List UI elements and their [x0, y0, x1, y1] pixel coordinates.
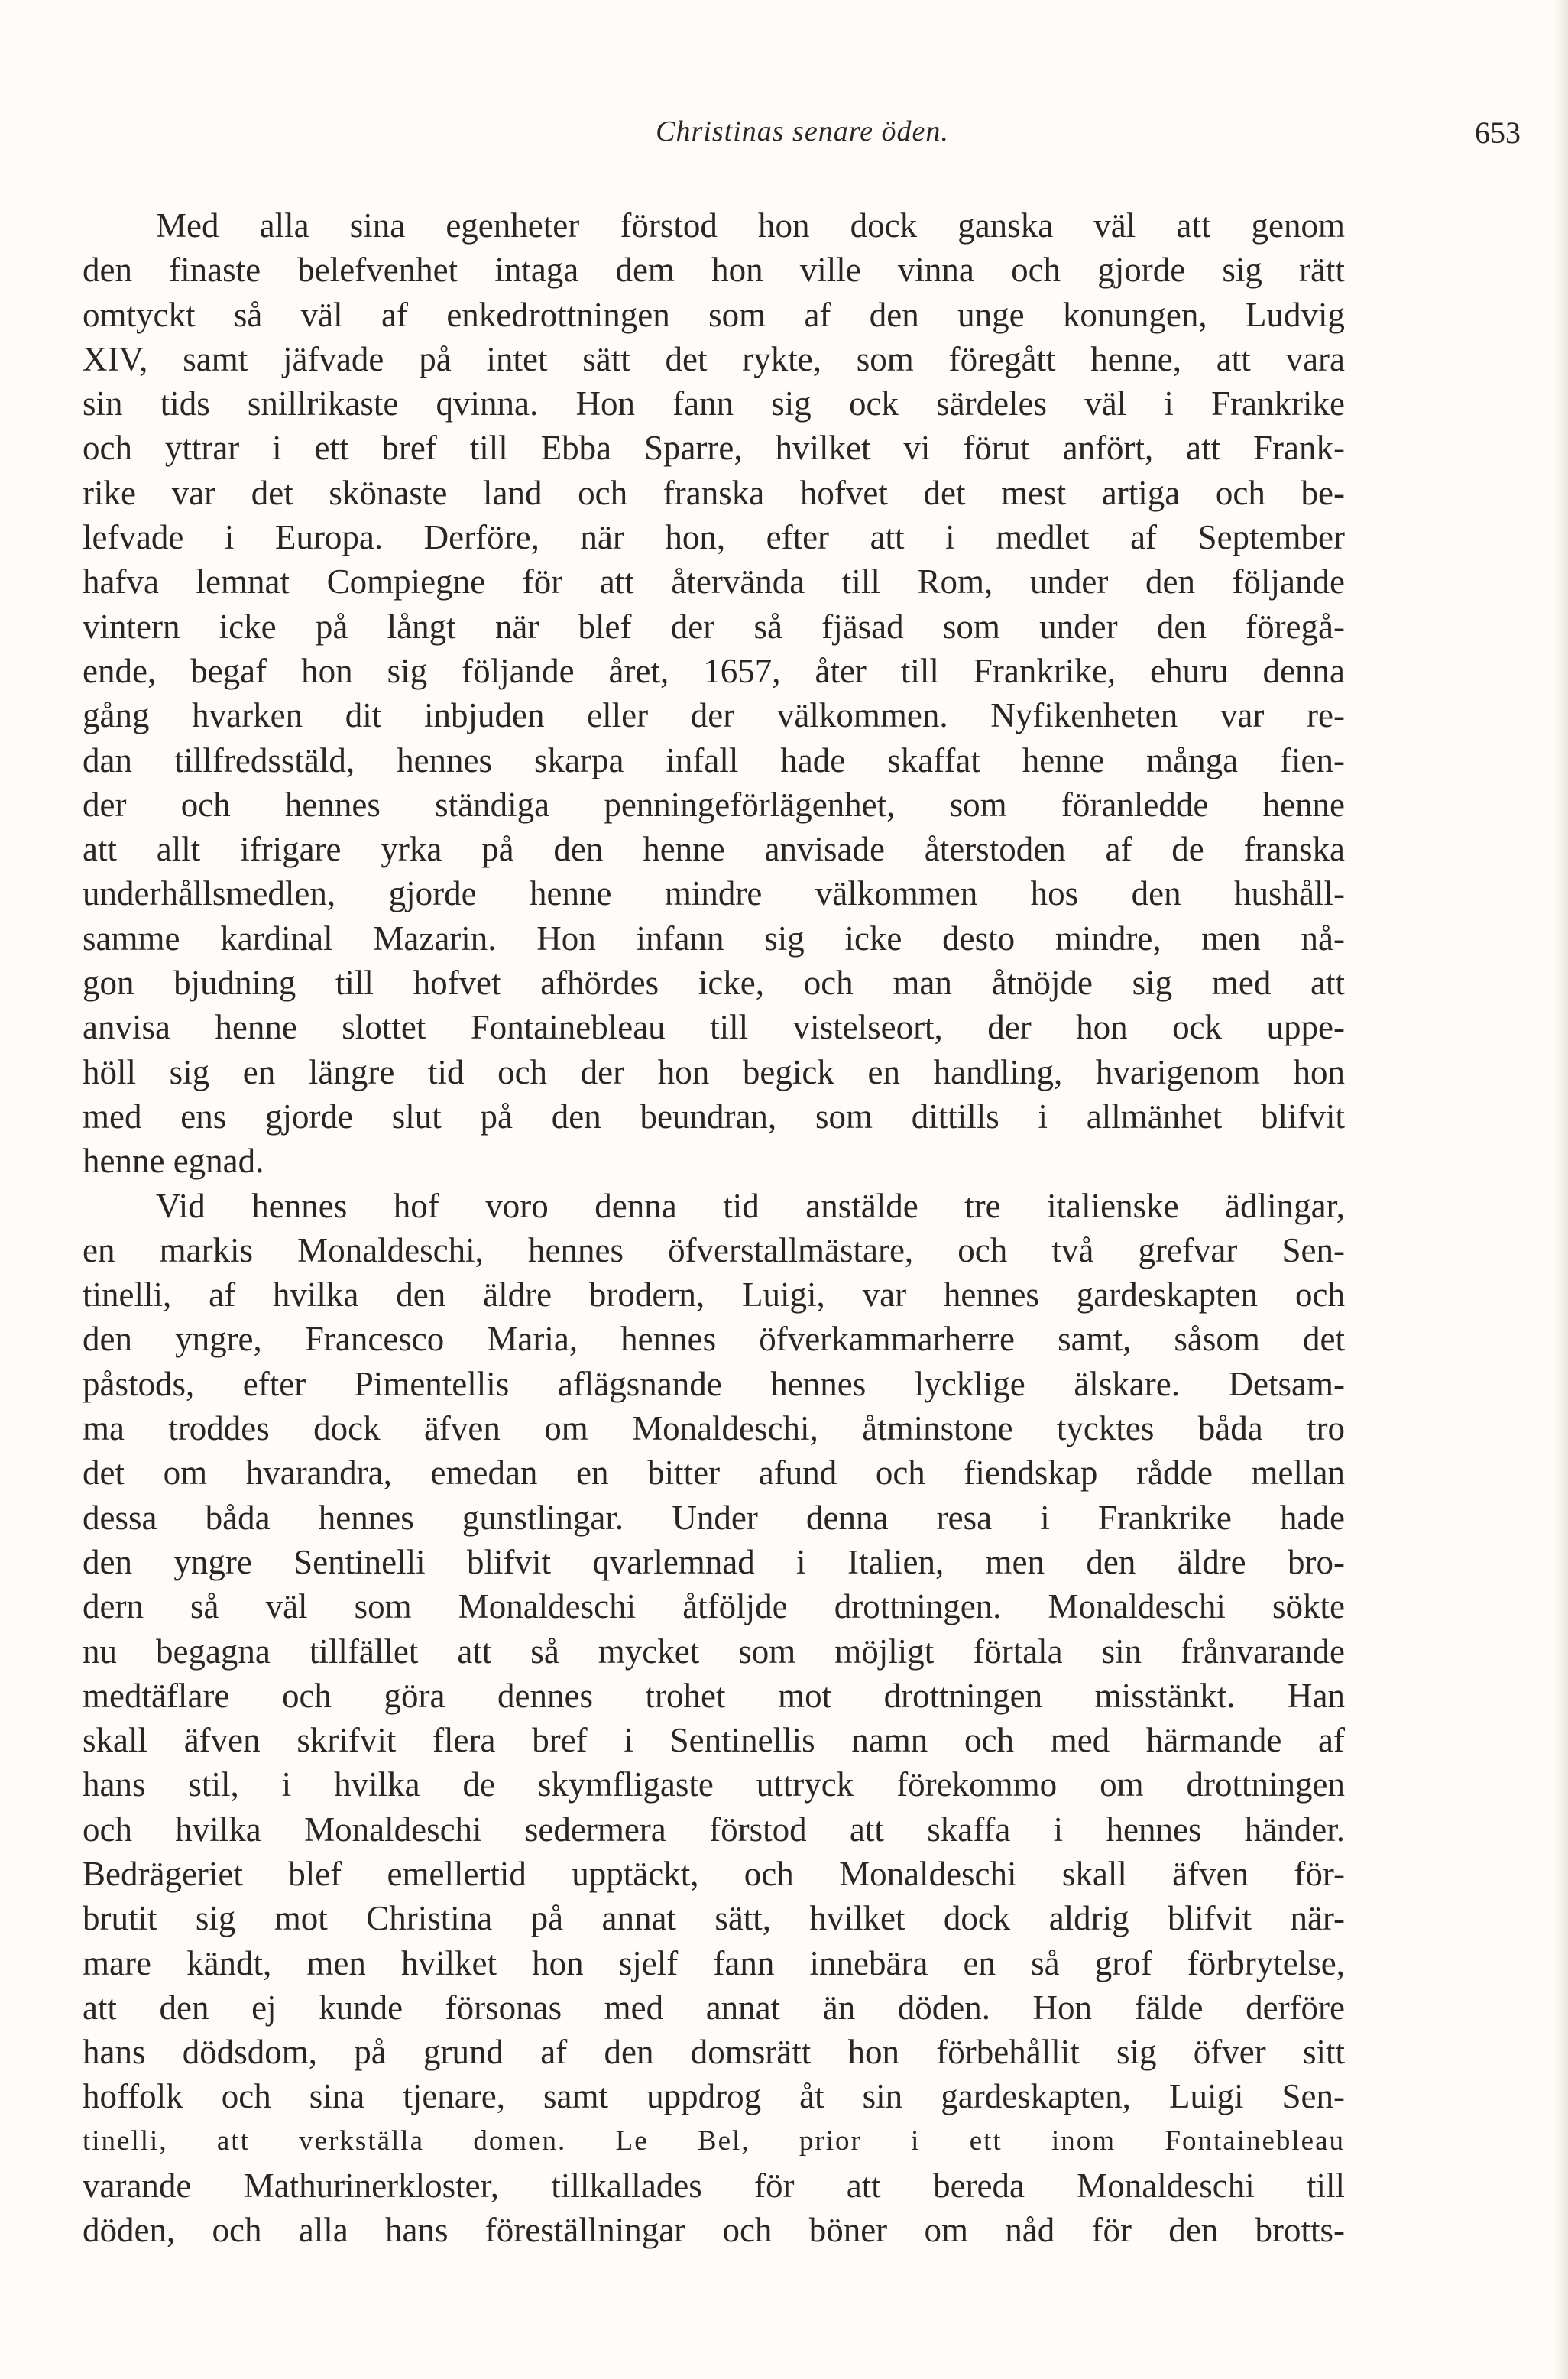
text-line: dan tillfredsstäld, hennes skarpa infall hade skaffat henne många fien- — [83, 741, 1345, 779]
text-line: den yngre, Francesco Maria, hennes öfverkammarherre samt, såsom det — [83, 1320, 1345, 1359]
text-line: der och hennes ständiga penningeförlägenhet, som föranledde henne — [83, 785, 1345, 824]
text-line: hoffolk och sina tjenare, samt uppdrog åt sin gardeskapten, Luigi Sen- — [83, 2077, 1345, 2116]
text-line: hans dödsdom, på grund af den domsrätt hon förbehållit sig öfver sitt — [83, 2033, 1345, 2072]
text-line: rike var det skönaste land och franska hofvet det mest artiga och be- — [83, 473, 1345, 512]
text-line: en markis Monaldeschi, hennes öfverstallmästare, och två grefvar Sen- — [83, 1230, 1345, 1269]
text-line: det om hvarandra, emedan en bitter afund och fiendskap rådde mellan — [83, 1454, 1345, 1493]
text-line: anvisa henne slottet Fontainebleau till vistelseort, der hon ock uppe- — [83, 1008, 1345, 1047]
text-line: hans stil, i hvilka de skymfligaste uttryck förekommo om drottningen — [83, 1765, 1345, 1804]
text-line: tinelli, af hvilka den äldre brodern, Luigi, var hennes gardeskapten och — [83, 1275, 1345, 1314]
text-line: den yngre Sentinelli blifvit qvarlemnad i Italien, men den äldre bro- — [83, 1542, 1345, 1581]
page-header — [69, 115, 1536, 168]
text-line: henne egnad. — [83, 1142, 264, 1181]
text-line: döden, och alla hans föreställningar och böner om nåd för den brotts- — [83, 2211, 1345, 2250]
text-line: ma troddes dock äfven om Monaldeschi, åtminstone tycktes båda tro — [83, 1409, 1345, 1448]
text-line: medtäflare och göra dennes trohet mot drottningen misstänkt. Han — [83, 1676, 1345, 1715]
text-line: med ens gjorde slut på den beundran, som dittills i allmänhet blifvit — [83, 1097, 1345, 1136]
text-line: underhållsmedlen, gjorde henne mindre välkommen hos den hushåll- — [83, 874, 1345, 913]
page-edge-shadow — [1554, 0, 1568, 2379]
text-line: omtyckt så väl af enkedrottningen som af den unge konungen, Ludvig — [83, 295, 1345, 334]
text-line: dern så väl som Monaldeschi åtföljde drottningen. Monaldeschi sökte — [83, 1587, 1345, 1626]
text-line: att den ej kunde försonas med annat än döden. Hon fälde derföre — [83, 1988, 1345, 2027]
text-line: ende, begaf hon sig följande året, 1657, åter till Frankrike, ehuru denna — [83, 651, 1345, 690]
text-line: samme kardinal Mazarin. Hon infann sig icke desto mindre, men nå- — [83, 919, 1345, 958]
text-line: höll sig en längre tid och der hon begick en handling, hvarigenom hon — [83, 1052, 1345, 1091]
text-line: brutit sig mot Christina på annat sätt, hvilket dock aldrig blifvit när- — [83, 1899, 1345, 1938]
body-text — [83, 203, 1345, 2253]
text-line: Vid hennes hof voro denna tid anstälde tre italienske ädlingar, — [156, 1186, 1345, 1225]
text-line: sin tids snillrikaste qvinna. Hon fann sig ock särdeles väl i Frankrike — [83, 384, 1345, 423]
text-line: och hvilka Monaldeschi sedermera förstod att skaffa i hennes händer. — [83, 1810, 1345, 1849]
text-line: mare kändt, men hvilket hon sjelf fann innebära en så grof förbrytelse, — [83, 1943, 1345, 1982]
text-line: hafva lemnat Compiegne för att återvända till Rom, under den följande — [83, 562, 1345, 601]
text-line: tinelli, att verkställa domen. Le Bel, prior i ett inom Fontainebleau — [83, 2125, 1345, 2157]
text-line: vintern icke på långt när blef der så fjäsad som under den föregå- — [83, 607, 1345, 646]
text-line: gång hvarken dit inbjuden eller der välkommen. Nyfikenheten var re- — [83, 696, 1345, 735]
text-line: varande Mathurinerkloster, tillkallades för att bereda Monaldeschi till — [83, 2167, 1345, 2206]
text-line: lefvade i Europa. Derföre, när hon, efter att i medlet af September — [83, 518, 1345, 557]
text-line: att allt ifrigare yrka på den henne anvisade återstoden af de franska — [83, 830, 1345, 869]
page-number: 653 — [1475, 115, 1521, 150]
text-line: den finaste belefvenhet intaga dem hon ville vinna och gjorde sig rätt — [83, 251, 1345, 290]
text-line: Med alla sina egenheter förstod hon dock ganska väl att genom — [156, 206, 1345, 245]
text-line: gon bjudning till hofvet afhördes icke, och man åtnöjde sig med att — [83, 964, 1345, 1003]
text-line: nu begagna tillfället att så mycket som möjligt förtala sin frånvarande — [83, 1632, 1345, 1671]
text-line: Bedrägeriet blef emellertid upptäckt, och Monaldeschi skall äfven för- — [83, 1854, 1345, 1893]
text-line: dessa båda hennes gunstlingar. Under denna resa i Frankrike hade — [83, 1498, 1345, 1537]
running-title: Christinas senare öden. — [656, 115, 949, 147]
text-line: påstods, efter Pimentellis aflägsnande hennes lycklige älskare. Detsam- — [83, 1364, 1345, 1403]
text-line: och yttrar i ett bref till Ebba Sparre, hvilket vi förut anfört, att Frank- — [83, 429, 1345, 468]
text-line: XIV, samt jäfvade på intet sätt det rykte, som föregått henne, att vara — [83, 339, 1345, 378]
text-line: skall äfven skrifvit flera bref i Sentinellis namn och med härmande af — [83, 1721, 1345, 1760]
